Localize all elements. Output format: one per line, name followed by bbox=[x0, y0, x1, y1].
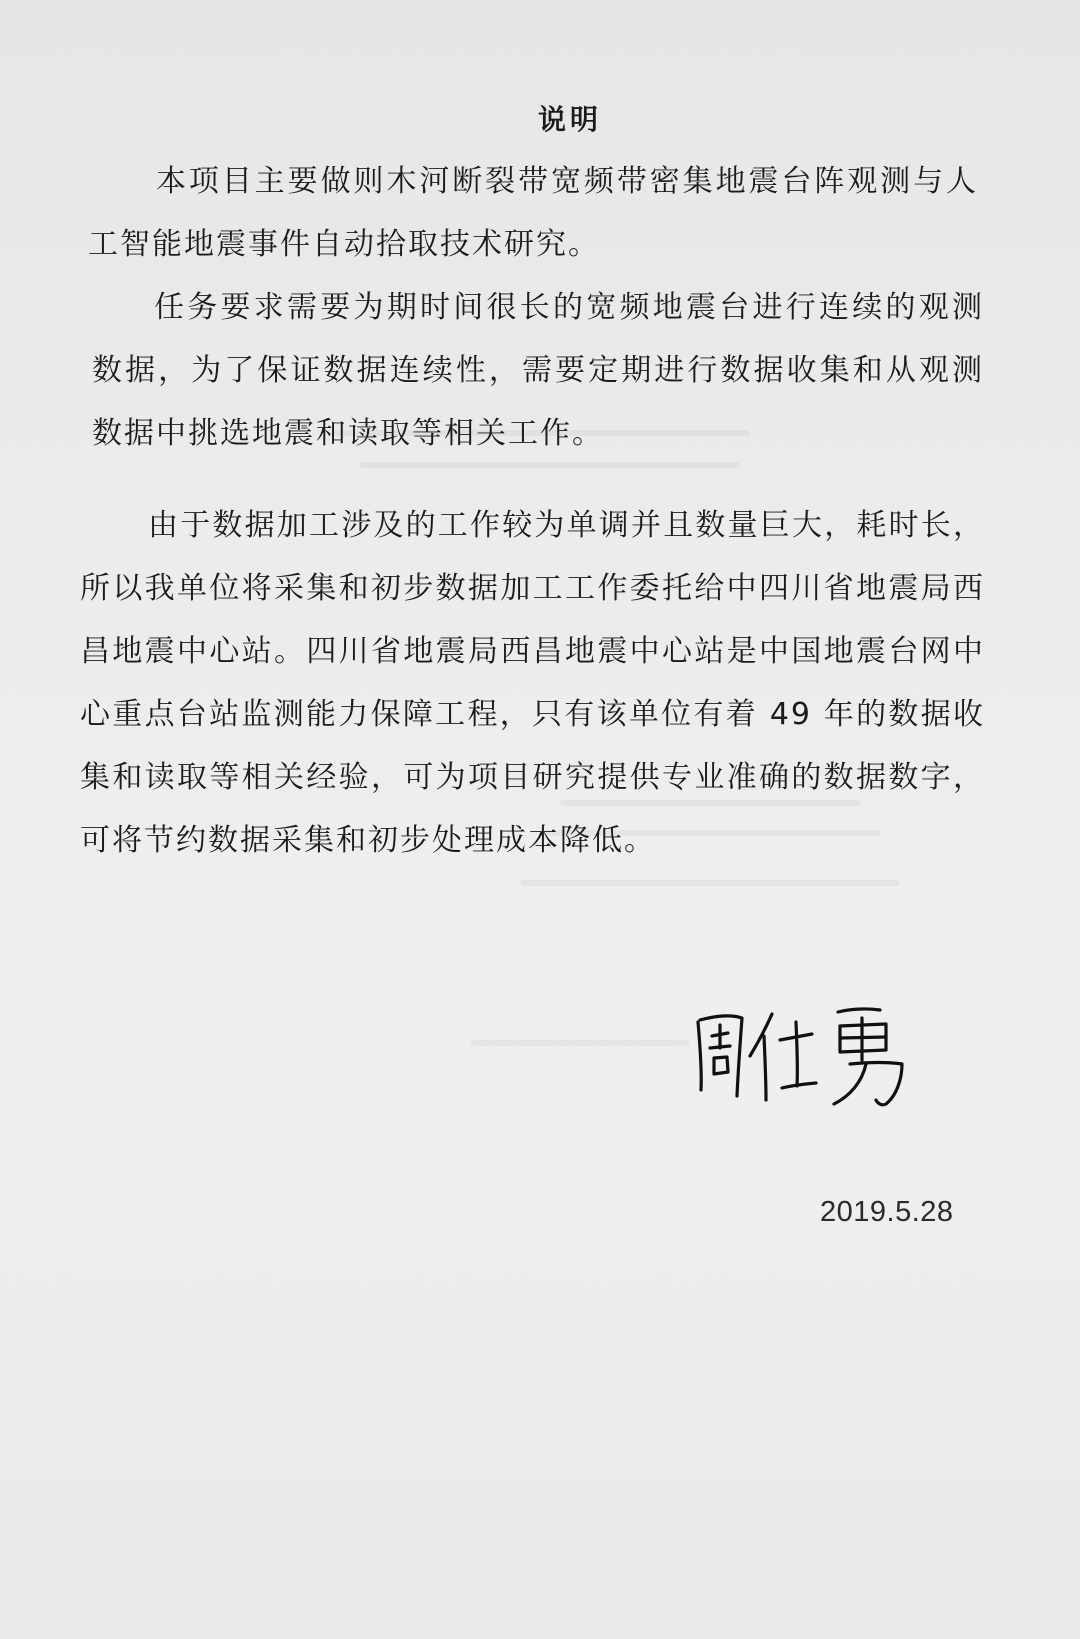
document-title: 说明 bbox=[537, 103, 602, 136]
paragraph-project-summary: 本项目主要做则木河断裂带宽频带密集地震台阵观测与人工智能地震事件自动拾取技术研究。 bbox=[88, 164, 978, 262]
handwritten-signature bbox=[690, 1000, 910, 1110]
signature-date: 2019.5.28 bbox=[820, 1196, 954, 1228]
paragraph-task-requirements: 任务要求需要为期时间很长的宽频地震台进行连续的观测数据，为了保证数据连续性，需要定期进行数据收集和从观测数据中挑选地震和读取等相关工作。 bbox=[92, 290, 984, 451]
paragraph-delegation-reason: 由于数据加工涉及的工作较为单调并且数量巨大，耗时长，所以我单位将采集和初步数据加工工作委托给中四川省地震局西昌地震中心站。四川省地震局西昌地震中心站是中国地震台网中心重点台站监测能力保障工程，只有该单位有着 49 年的数据收集和读取等相关经验，可为项目研究提供专业准确的数据数字，可将节约数据采集和初步处理成本降低。 bbox=[80, 508, 985, 858]
